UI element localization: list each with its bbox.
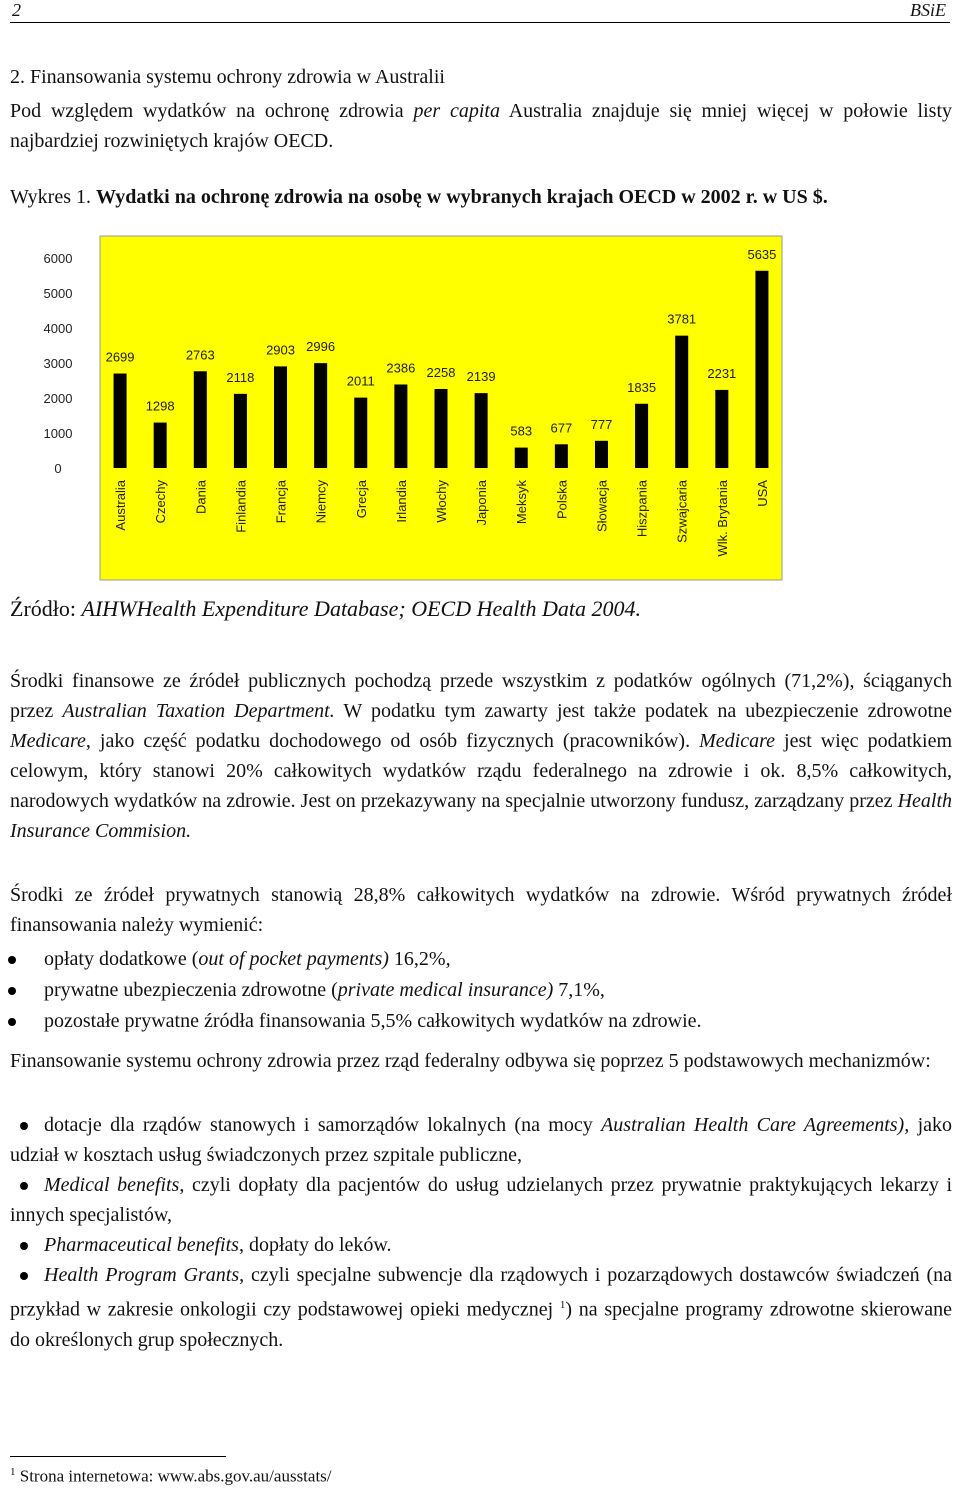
data-label: 3781 (667, 311, 697, 327)
category-label: Niemcy (313, 480, 329, 524)
bar (475, 393, 488, 468)
category-label: Włochy (434, 480, 449, 523)
bar (515, 448, 528, 468)
bar (314, 363, 327, 468)
data-label: 2996 (306, 339, 336, 355)
bar (715, 390, 728, 468)
y-tick-label: 5000 (43, 286, 73, 301)
page-number: 2 (12, 0, 21, 20)
bar (555, 444, 568, 468)
bullet-icon (20, 1122, 28, 1130)
intro-paragraph: Pod względem wydatków na ochronę zdrowia per capita Australia znajduje się mniej więcej w połowie listy najbardziej rozwiniętych krajów OECD. (10, 100, 953, 152)
category-label: Wlk. Brytania (714, 480, 730, 557)
data-label: 2903 (266, 342, 295, 358)
expenditure-chart (10, 222, 830, 582)
bullet-icon (20, 1242, 28, 1250)
bar (675, 336, 688, 468)
category-label: Japonia (474, 480, 490, 526)
bar (435, 389, 448, 468)
category-label: Słowacja (594, 480, 610, 533)
data-label: 2011 (346, 373, 375, 389)
data-label: 2139 (466, 369, 496, 385)
category-label: Czechy (153, 480, 169, 524)
data-label: 2231 (707, 365, 737, 381)
bar (114, 374, 127, 468)
bar (154, 423, 167, 468)
category-label: Grecja (353, 480, 369, 519)
page-header (10, 0, 950, 23)
data-label: 2258 (426, 364, 456, 380)
list-item: pozostałe prywatne źródła finansowania 5,5% całkowitych wydatków na zdrowie. (44, 1006, 952, 1036)
data-label: 1835 (627, 379, 657, 395)
data-label: 5635 (747, 246, 777, 262)
caption-label: Wykres 1. (10, 186, 91, 208)
footnote-divider (10, 1456, 226, 1457)
private-funding-paragraph: Środki ze źródeł prywatnych stanowią 28,8% całkowitych wydatków na zdrowie. Wśród prywatnych źródeł finansowania należy wymienić: (10, 884, 952, 936)
footnote: $^1$ Strona internetowa: www.abs.gov.au/ausstats/ (10, 1466, 332, 1486)
category-label: Polska (554, 480, 570, 520)
bar (354, 398, 367, 468)
list-item: opłaty dodatkowe (out of pocket payments) 16,2%, (44, 944, 952, 974)
y-tick-label: 6000 (43, 251, 73, 266)
category-label: USA (754, 480, 770, 507)
category-label: Francja (273, 480, 289, 524)
category-label: Dania (193, 480, 209, 514)
category-label: Hiszpania (634, 480, 650, 538)
bar (595, 441, 608, 468)
bar (274, 366, 287, 468)
y-tick-label: 3000 (43, 356, 73, 371)
bar (394, 384, 407, 468)
data-label: 2699 (105, 349, 135, 365)
category-label: Finlandia (233, 480, 249, 533)
public-funding-paragraph: Środki finansowe ze źródeł publicznych pochodzą przede wszystkim z podatków ogólnych (71,2%), ściąganych przez Australian Taxation Department. W podatku tym zawarty jest także podatek na ubezpieczenie zdrowotne Medicare, jako część podatku dochodowego od osób fizycznych (pracowników). Medicare jest więc podatkiem celowym, który stanowi 20% całkowitych wydatków rządu federalnego na zdrowie i ok. 8,5% całkowitych, narodowych wydatków na zdrowie. Jest on przekazywany na specjalnie utworzony fundusz, zarządzany przez Health Insurance Commision. (10, 670, 953, 842)
category-label: Australia (113, 480, 129, 531)
bar (755, 271, 768, 468)
caption-title: Wydatki na ochronę zdrowia na osobę w wybranych krajach OECD w 2002 r. w US $. (96, 186, 828, 208)
category-label: Irlandia (393, 480, 409, 523)
data-label: 777 (590, 416, 613, 432)
list-item: dotacje dla rządów stanowych i samorządów lokalnych (na mocy Australian Health Care Agreements), jako udział w kosztach usług świadczonych przez szpitale publiczne, (10, 1114, 953, 1166)
data-label: 1298 (145, 398, 175, 414)
bar (635, 404, 648, 468)
data-label: 2386 (386, 360, 416, 376)
header-brand: BSiE (910, 0, 946, 20)
data-label: 2118 (226, 369, 255, 385)
list-item: prywatne ubezpieczenia zdrowotne (private medical insurance) 7,1%, (44, 975, 952, 1005)
data-label: 677 (550, 420, 573, 436)
data-label: 2763 (185, 347, 215, 363)
federal-funding-paragraph: Finansowanie systemu ochrony zdrowia przez rząd federalny odbywa się poprzez 5 podstawowych mechanizmów: (10, 1050, 931, 1072)
category-label: Szwajcaria (674, 480, 690, 543)
data-label: 583 (510, 423, 533, 439)
list-item: Health Program Grants, czyli specjalne subwencje dla rządowych i pozarządowych dostawców świadczeń (na przykład w zakresie onkologii czy podstawowej opieki medycznej $^1$) na specjalne programy zdrowotne skierowane do określonych grup społecznych. (10, 1264, 952, 1351)
bar (194, 371, 207, 468)
y-tick-label: 2000 (43, 391, 73, 406)
figure-caption (10, 182, 952, 212)
section-title: 2. Finansowania systemu ochrony zdrowia w Australii (10, 66, 445, 88)
bar-chart-svg (10, 222, 830, 582)
bullet-icon (20, 1272, 28, 1280)
y-tick-label: 4000 (43, 321, 73, 336)
category-label: Meksyk (514, 480, 530, 525)
bar (234, 394, 247, 468)
bullet-icon (20, 1182, 28, 1190)
y-tick-label: 1000 (43, 426, 73, 441)
list-item: Pharmaceutical benefits, dopłaty do leków. (10, 1230, 952, 1260)
list-item: Medical benefits, czyli dopłaty dla pacjentów do usług udzielanych przez prywatnie praktykujących lekarzy i innych specjalistów, (10, 1174, 952, 1226)
figure-source: Źródło: AIHWHealth Expenditure Database; OECD Health Data 2004. (10, 596, 641, 621)
y-tick-label: 0 (54, 461, 62, 476)
